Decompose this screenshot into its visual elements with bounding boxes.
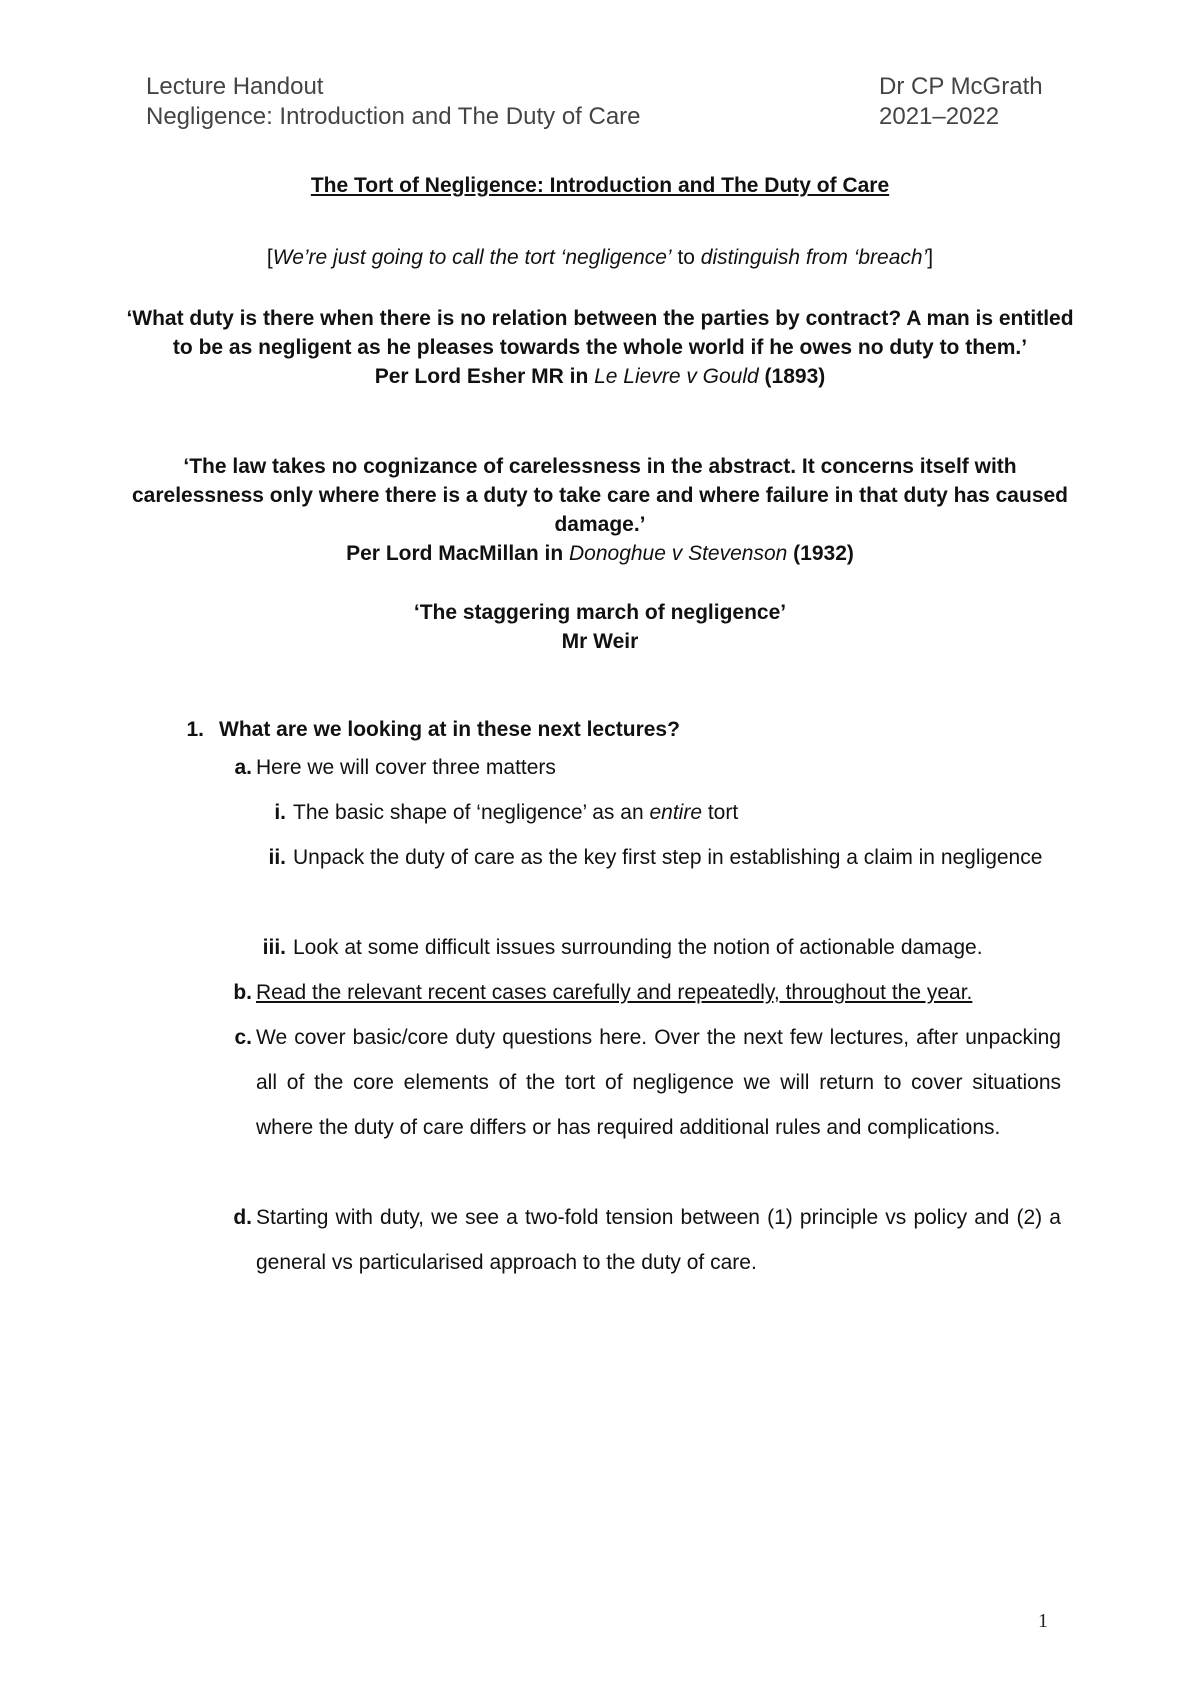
list-item-text: We cover basic/core duty questions here. Over the next few lectures, after unpacking all of the core elements of the tort of negligence we will return to cover situations where the duty of care differs or has required additional rules and complications. xyxy=(256,1026,1061,1139)
case-name: Donoghue v Stevenson xyxy=(569,542,788,565)
note-italic-part2: distinguish from ‘breach’ xyxy=(700,246,928,269)
quote-attribution: Per Lord Esher MR in Le Lievre v Gould (1893) xyxy=(374,365,826,388)
list-item-text: Here we will cover three matters xyxy=(256,756,556,779)
list-marker: ii. xyxy=(268,846,286,869)
document-header-left xyxy=(146,72,641,132)
quote-weir xyxy=(120,598,1080,656)
page-number: 1 xyxy=(1038,1610,1048,1632)
document-title: The Tort of Negligence: Introduction and The Duty of Care xyxy=(310,174,890,197)
quote-macmillan xyxy=(120,452,1080,568)
case-name: Le Lievre v Gould xyxy=(594,365,759,388)
list-item-text: Starting with duty, we see a two-fold tension between (1) principle vs policy and (2) a general vs particularised approach to the duty of care. xyxy=(256,1206,1061,1274)
emphasis: entire xyxy=(649,801,702,824)
header-topic: Negligence: Introduction and The Duty of Care xyxy=(146,103,641,130)
list-marker: c. xyxy=(234,1026,252,1049)
note-bracket-open: [ xyxy=(266,246,273,269)
intro-note xyxy=(120,243,1080,272)
quote-attribution: Per Lord MacMillan in Donoghue v Stevenson (1932) xyxy=(346,542,854,565)
list-item-text: The basic shape of ‘negligence’ as an entire tort xyxy=(293,801,739,824)
list-marker: iii. xyxy=(262,936,286,959)
quote-text: ‘The law takes no cognizance of carelessness in the abstract. It concerns itself with carelessness only where there is a duty to take care and where failure in that duty has caused damage.’ xyxy=(131,455,1069,536)
quote-esher xyxy=(120,304,1080,391)
note-mid: to xyxy=(671,246,701,269)
quote-attribution: Mr Weir xyxy=(561,630,639,653)
header-handout-label: Lecture Handout xyxy=(146,73,324,100)
header-author: Dr CP McGrath xyxy=(879,73,1043,100)
list-marker: d. xyxy=(233,1206,252,1229)
document-header-right xyxy=(879,72,1043,132)
quote-text: ‘The staggering march of negligence’ xyxy=(413,601,787,624)
list-item-text: Look at some difficult issues surrounding the notion of actionable damage. xyxy=(293,936,983,959)
list-marker: b. xyxy=(233,981,252,1004)
list-item-text: Read the relevant recent cases carefully and repeatedly, throughout the year. xyxy=(256,981,973,1004)
note-bracket-close: ] xyxy=(927,246,934,269)
quote-text: ‘What duty is there when there is no relation between the parties by contract? A man is entitled to be as negligent as he pleases towards the whole world if he owes no duty to them.’ xyxy=(126,307,1074,359)
note-italic-part1: We’re just going to call the tort ‘negligence’ xyxy=(272,246,672,269)
header-year: 2021–2022 xyxy=(879,103,1000,130)
list-marker: 1. xyxy=(186,718,204,741)
section-heading: What are we looking at in these next lectures? xyxy=(219,718,680,741)
list-marker: a. xyxy=(234,756,252,779)
list-marker: i. xyxy=(274,801,286,824)
list-item-text: Unpack the duty of care as the key first step in establishing a claim in negligence xyxy=(293,846,1043,869)
